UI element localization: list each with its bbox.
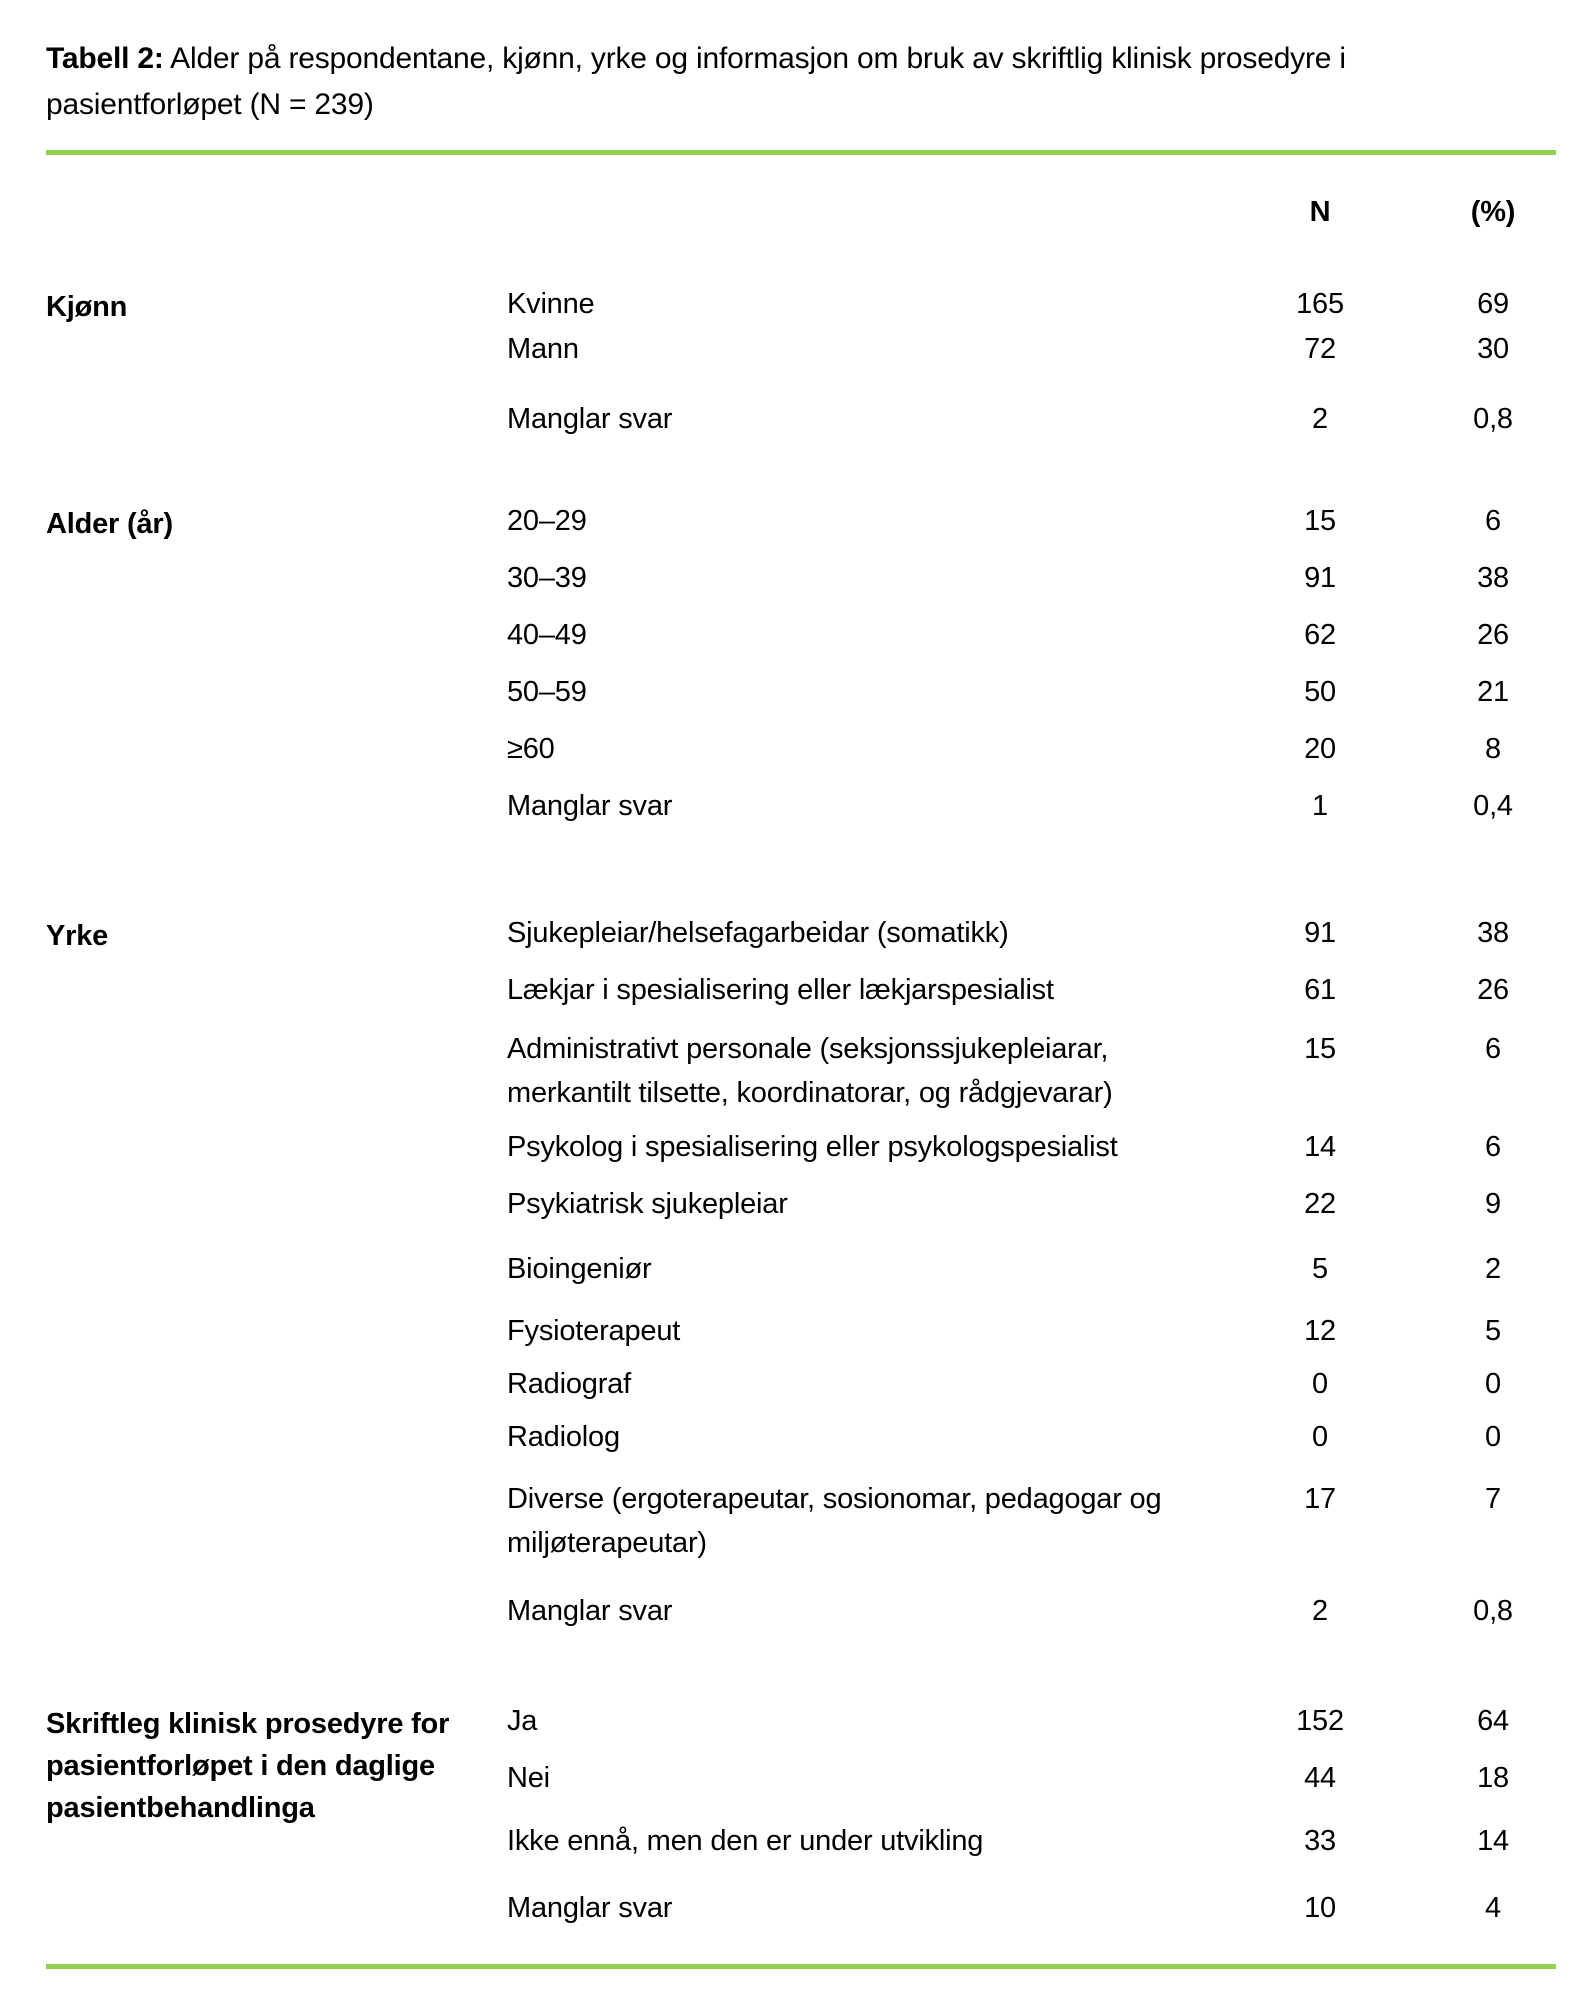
value-n: 62 (1304, 619, 1336, 651)
header-spacer-category (46, 207, 507, 217)
value-pct: 0,4 (1473, 790, 1513, 822)
table-row (507, 1693, 1556, 1750)
table-row (507, 282, 1556, 327)
value-n: 91 (1304, 917, 1336, 949)
value-n: 20 (1304, 733, 1336, 765)
value-n: 14 (1304, 1131, 1336, 1163)
value-n: 15 (1304, 1033, 1336, 1065)
value-n: 50 (1304, 676, 1336, 708)
row-label: Manglar svar (507, 790, 673, 822)
row-label: Mann (507, 333, 579, 365)
row-label: Sjukepleiar/helsefagarbeidar (somatikk) (507, 917, 1009, 949)
row-label: Manglar svar (507, 1892, 673, 1924)
col-header-pct: (%) (1470, 195, 1516, 228)
section-category: Yrke (46, 920, 109, 952)
value-n: 2 (1312, 403, 1328, 435)
value-n: 1 (1312, 790, 1328, 822)
top-rule (46, 150, 1556, 155)
row-label: Administrativt personale (seksjonssjukepleiarar, merkantilt tilsette, koordinatorar, og rådgjevarar) (507, 1033, 1113, 1109)
table-row (507, 1466, 1556, 1565)
value-n: 0 (1312, 1421, 1328, 1453)
section-rows (507, 282, 1556, 442)
value-pct: 9 (1485, 1188, 1501, 1220)
value-pct: 5 (1485, 1315, 1501, 1347)
section-skriftleg-klinisk-prosedyre (46, 1693, 1556, 1937)
value-pct: 6 (1485, 1131, 1501, 1163)
value-pct: 4 (1485, 1892, 1501, 1924)
table-row (507, 664, 1556, 721)
value-n: 165 (1296, 288, 1344, 320)
value-pct: 38 (1477, 917, 1509, 949)
section-alder (46, 493, 1556, 835)
value-pct: 2 (1485, 1253, 1501, 1285)
row-label: 30–39 (507, 562, 587, 594)
value-n: 12 (1304, 1315, 1336, 1347)
value-pct: 14 (1477, 1825, 1509, 1857)
value-pct: 0 (1485, 1421, 1501, 1453)
value-n: 61 (1304, 974, 1336, 1006)
table-row (507, 550, 1556, 607)
value-n: 15 (1304, 505, 1336, 537)
col-header-n: N (1309, 195, 1331, 228)
value-n: 5 (1312, 1253, 1328, 1285)
bottom-rule (46, 1964, 1556, 1969)
section-rows (507, 905, 1556, 1640)
column-header-row (46, 184, 1556, 240)
value-pct: 7 (1485, 1483, 1501, 1515)
row-label: Psykolog i spesialisering eller psykologspesialist (507, 1131, 1118, 1163)
table-row (507, 607, 1556, 664)
table-row (507, 1750, 1556, 1807)
row-label: 50–59 (507, 676, 587, 708)
value-pct: 6 (1485, 505, 1501, 537)
row-label: Diverse (ergoterapeutar, sosionomar, pedagogar og miljøterapeutar) (507, 1483, 1162, 1559)
value-n: 22 (1304, 1188, 1336, 1220)
value-n: 33 (1304, 1825, 1336, 1857)
value-pct: 26 (1477, 619, 1509, 651)
table-row (507, 1019, 1556, 1119)
table-row (507, 1303, 1556, 1360)
value-pct: 8 (1485, 733, 1501, 765)
table-row (507, 905, 1556, 962)
table-row (507, 1880, 1556, 1937)
row-label: 40–49 (507, 619, 587, 651)
row-label: Lækjar i spesialisering eller lækjarspesialist (507, 974, 1054, 1006)
table-row (507, 1813, 1556, 1870)
value-n: 72 (1304, 333, 1336, 365)
value-pct: 64 (1477, 1705, 1509, 1737)
row-label: ≥60 (507, 733, 555, 765)
section-yrke (46, 905, 1556, 1640)
row-label: Ja (507, 1705, 538, 1737)
value-pct: 38 (1477, 562, 1509, 594)
value-pct: 69 (1477, 288, 1509, 320)
table-row (507, 493, 1556, 550)
table-row (507, 327, 1556, 372)
value-pct: 6 (1485, 1033, 1501, 1065)
section-category: Kjønn (46, 291, 128, 323)
value-pct: 26 (1477, 974, 1509, 1006)
row-label: 20–29 (507, 505, 587, 537)
row-label: Fysioterapeut (507, 1315, 681, 1347)
table-title (46, 36, 1526, 128)
value-n: 44 (1304, 1762, 1336, 1794)
row-label: Ikke ennå, men den er under utvikling (507, 1825, 984, 1857)
row-label: Radiolog (507, 1421, 620, 1453)
value-pct: 21 (1477, 676, 1509, 708)
row-label: Bioingeniør (507, 1253, 652, 1285)
table-row (507, 778, 1556, 835)
table-row (507, 1409, 1556, 1466)
row-label: Kvinne (507, 288, 595, 320)
table-row (507, 1176, 1556, 1233)
row-label: Nei (507, 1762, 550, 1794)
row-label: Manglar svar (507, 403, 673, 435)
value-n: 0 (1312, 1368, 1328, 1400)
value-n: 91 (1304, 562, 1336, 594)
table-row (507, 1119, 1556, 1176)
section-rows (507, 493, 1556, 835)
value-pct: 18 (1477, 1762, 1509, 1794)
table-number: Tabell 2: (46, 42, 164, 75)
section-rows (507, 1693, 1556, 1937)
table-row (507, 1241, 1556, 1298)
row-label: Manglar svar (507, 1595, 673, 1627)
value-n: 152 (1296, 1705, 1344, 1737)
table-row (507, 397, 1556, 442)
section-category: Alder (år) (46, 508, 173, 540)
table-row (507, 1583, 1556, 1640)
value-pct: 0,8 (1473, 403, 1513, 435)
row-label: Psykiatrisk sjukepleiar (507, 1188, 788, 1220)
value-n: 2 (1312, 1595, 1328, 1627)
value-pct: 0,8 (1473, 1595, 1513, 1627)
table-row (507, 721, 1556, 778)
value-pct: 30 (1477, 333, 1509, 365)
row-label: Radiograf (507, 1368, 631, 1400)
value-n: 10 (1304, 1892, 1336, 1924)
table-row (507, 1360, 1556, 1409)
table-caption: Alder på respondentane, kjønn, yrke og informasjon om bruk av skriftlig klinisk prosedyre i pasientforløpet (N = 239) (46, 42, 1346, 121)
table-row (507, 962, 1556, 1019)
section-kjonn (46, 282, 1556, 442)
value-pct: 0 (1485, 1368, 1501, 1400)
value-n: 17 (1304, 1483, 1336, 1515)
section-category: Skriftleg klinisk prosedyre for pasientforløpet i den daglige pasientbehandlinga (46, 1708, 450, 1824)
